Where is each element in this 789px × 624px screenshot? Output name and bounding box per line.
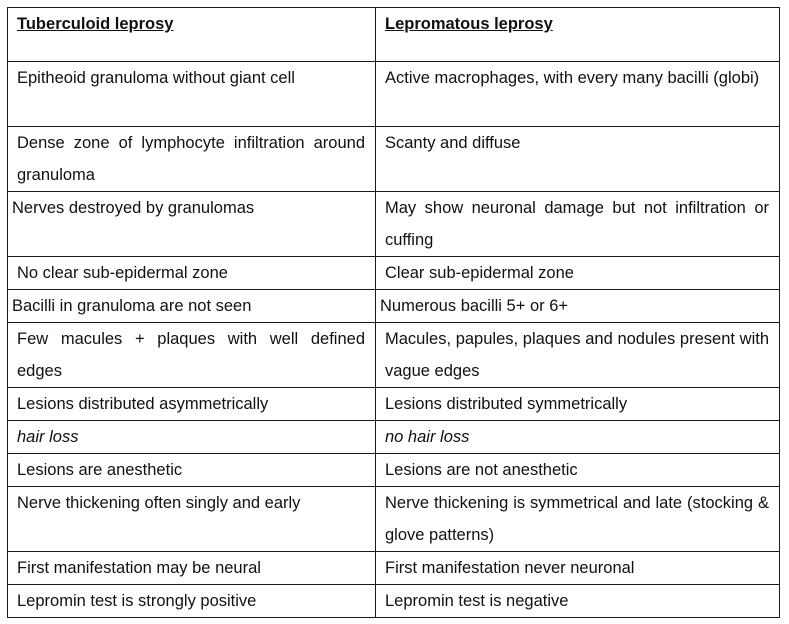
table-row (8, 585, 780, 618)
table-row (8, 127, 780, 192)
table-row (8, 62, 780, 127)
cell-tuberculoid: First manifestation may be neural (8, 552, 376, 585)
cell-tuberculoid: Epitheoid granuloma without giant cell (8, 62, 376, 127)
header-lepromatous: Lepromatous leprosy (376, 8, 780, 62)
cell-tuberculoid: Few macules + plaques with well defined edges (8, 323, 376, 388)
cell-tuberculoid: Nerves destroyed by granulomas (8, 192, 376, 257)
table-row (8, 421, 780, 454)
cell-lepromatous: May show neuronal damage but not infiltration or cuffing (376, 192, 780, 257)
leprosy-comparison-table (7, 7, 780, 618)
cell-lepromatous: Lepromin test is negative (376, 585, 780, 618)
cell-tuberculoid: hair loss (8, 421, 376, 454)
cell-lepromatous: Scanty and diffuse (376, 127, 780, 192)
table-row (8, 388, 780, 421)
cell-tuberculoid: Lesions distributed asymmetrically (8, 388, 376, 421)
cell-tuberculoid: Bacilli in granuloma are not seen (8, 290, 376, 323)
table-row (8, 257, 780, 290)
header-tuberculoid: Tuberculoid leprosy (8, 8, 376, 62)
table-header-row (8, 8, 780, 62)
table-row (8, 552, 780, 585)
table-row (8, 192, 780, 257)
cell-tuberculoid: No clear sub-epidermal zone (8, 257, 376, 290)
cell-tuberculoid: Lesions are anesthetic (8, 454, 376, 487)
cell-tuberculoid: Lepromin test is strongly positive (8, 585, 376, 618)
cell-lepromatous: Clear sub-epidermal zone (376, 257, 780, 290)
table-row (8, 454, 780, 487)
cell-lepromatous: First manifestation never neuronal (376, 552, 780, 585)
cell-tuberculoid: Nerve thickening often singly and early (8, 487, 376, 552)
table-row (8, 323, 780, 388)
cell-lepromatous: Macules, papules, plaques and nodules present with vague edges (376, 323, 780, 388)
cell-tuberculoid: Dense zone of lymphocyte infiltration around granuloma (8, 127, 376, 192)
table-row (8, 290, 780, 323)
cell-lepromatous: Active macrophages, with every many bacilli (globi) (376, 62, 780, 127)
comparison-table-container (7, 7, 779, 618)
table-row (8, 487, 780, 552)
cell-lepromatous: Lesions are not anesthetic (376, 454, 780, 487)
cell-lepromatous: no hair loss (376, 421, 780, 454)
cell-lepromatous: Numerous bacilli 5+ or 6+ (376, 290, 780, 323)
cell-lepromatous: Nerve thickening is symmetrical and late (stocking & glove patterns) (376, 487, 780, 552)
cell-lepromatous: Lesions distributed symmetrically (376, 388, 780, 421)
